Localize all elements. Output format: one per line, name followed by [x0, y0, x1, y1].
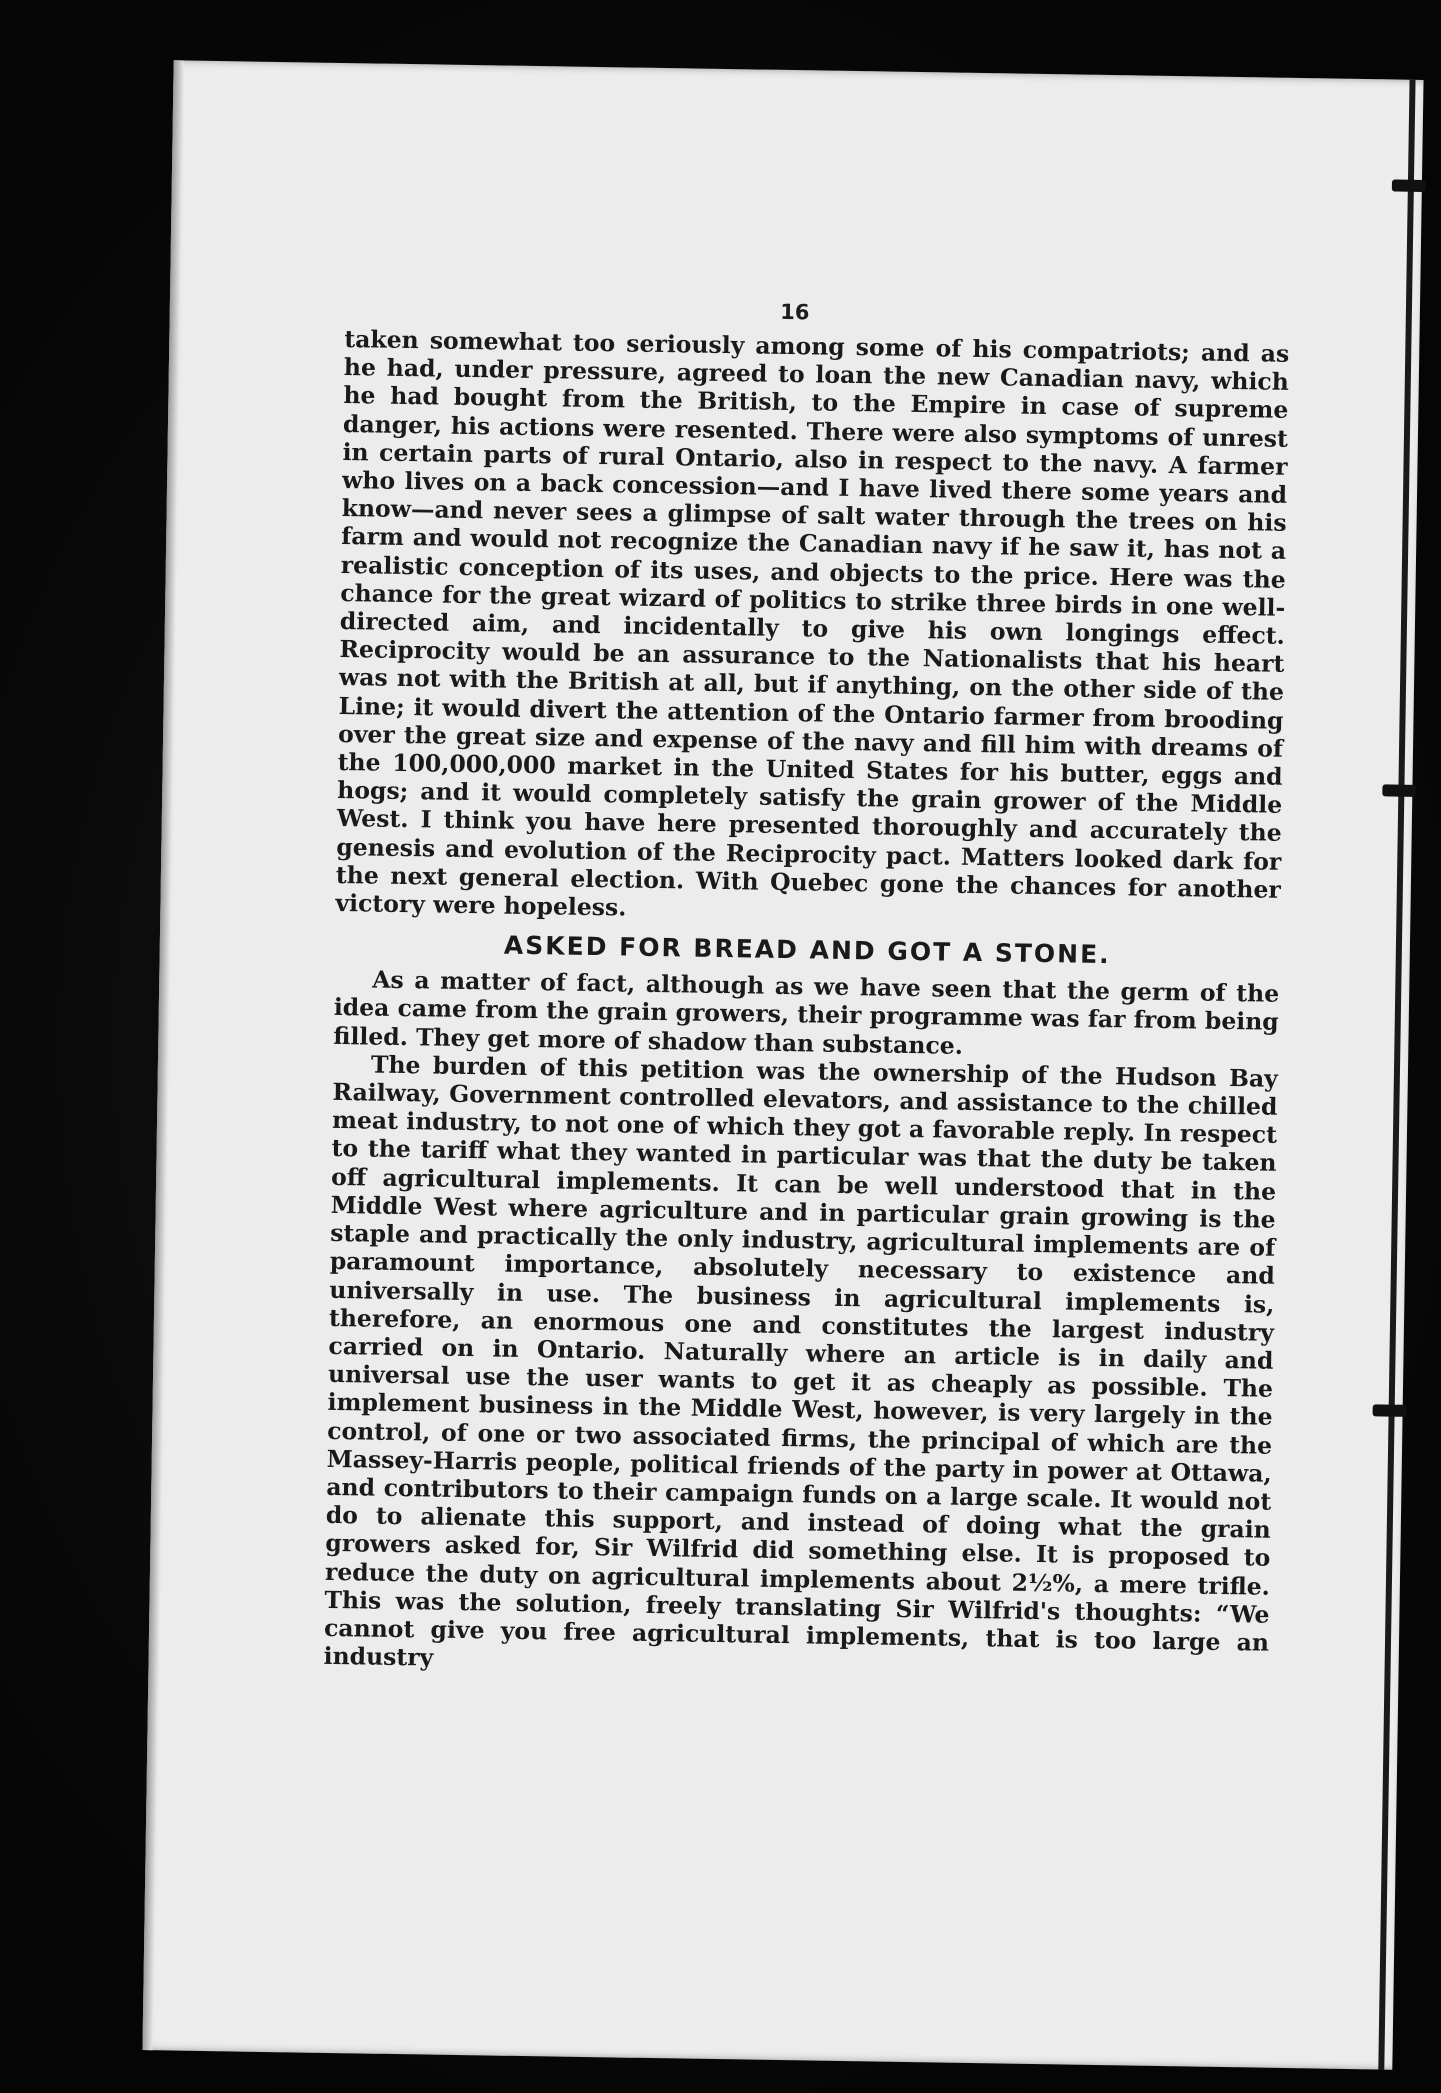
page-number: 16: [780, 299, 810, 325]
binding-clip: [1373, 1404, 1407, 1417]
book-page: [142, 60, 1423, 2069]
binding-clip: [1382, 784, 1416, 797]
body-text: [323, 325, 1289, 1685]
paragraph-1: taken somewhat too seriously among some of his compatriots; and as he had, under pressure, agreed to loan the new Canadian navy, which he had bought from the British, to the Empire in case of supreme danger, his actions were resented. There were also symptoms of unrest in certain parts of rural Ontario, also in respect to the navy. A farmer who lives on a back concession—and I have lived there some years and know—and never sees a glimpse of salt water through the trees on his farm and would not recognize the Canadian navy if he saw it, has not a realistic conception of its uses, and objects to the price. Here was the chance for the great wizard of politics to strike three birds in one well-directed aim, and incidentally to give his own longings effect. Reciprocity would be an assurance to the Nationalists that his heart was not with the British at all, but if anything, on the other side of the Line; it would divert the attention of the Ontario farmer from brooding over the great size and expense of the navy and fill him with dreams of the 100,000,000 market in the United States for his butter, eggs and hogs; and it would completely satisfy the grain grower of the Middle West. I think you have here presented thoroughly and accurately the genesis and evolution of the Reciprocity pact. Matters looked dark for the next general election. With Quebec gone the chances for another victory were hopeless.: [335, 325, 1290, 922]
paragraph-3: The burden of this petition was the ownership of the Hudson Bay Railway, Government controlled elevators, and assistance to the chilled meat industry, to not one of which they got a favorable reply. In respect to the tariff what they wanted in particular was that the duty be taken off agricultural implements. It can be well understood that in the Middle West where agriculture and in particular grain growing is the staple and practically the only industry, agricultural implements are of paramount importance, absolutely necessary to existence and universally in use. The business in agricultural implements is, therefore, an enormous one and constitutes the largest industry carried on in Ontario. Naturally where an article is in daily and universal use the user wants to get it as cheaply as possible. The implement business in the Middle West, however, is very largely in the control, of one or two associated firms, the principal of which are the Massey-Harris people, political friends of the party in power at Ottawa, and contributors to their campaign funds on a large scale. It would not do to alienate this support, and instead of doing what the grain growers asked for, Sir Wilfrid did something else. It is proposed to reduce the duty on agricultural implements about 2½%, a mere trifle. This was the solution, freely translating Sir Wilfrid's thoughts: “We cannot give you free agricultural implements, that is too large an industry: [323, 1050, 1279, 1672]
paragraph-2: As a matter of fact, although as we have seen that the germ of the idea came from the grain growers, their programme was far from being filled. They get more of shadow than substance.: [333, 965, 1280, 1060]
binding-clip: [1392, 179, 1426, 192]
section-heading: ASKED FOR BREAD AND GOT A STONE.: [503, 930, 1111, 970]
